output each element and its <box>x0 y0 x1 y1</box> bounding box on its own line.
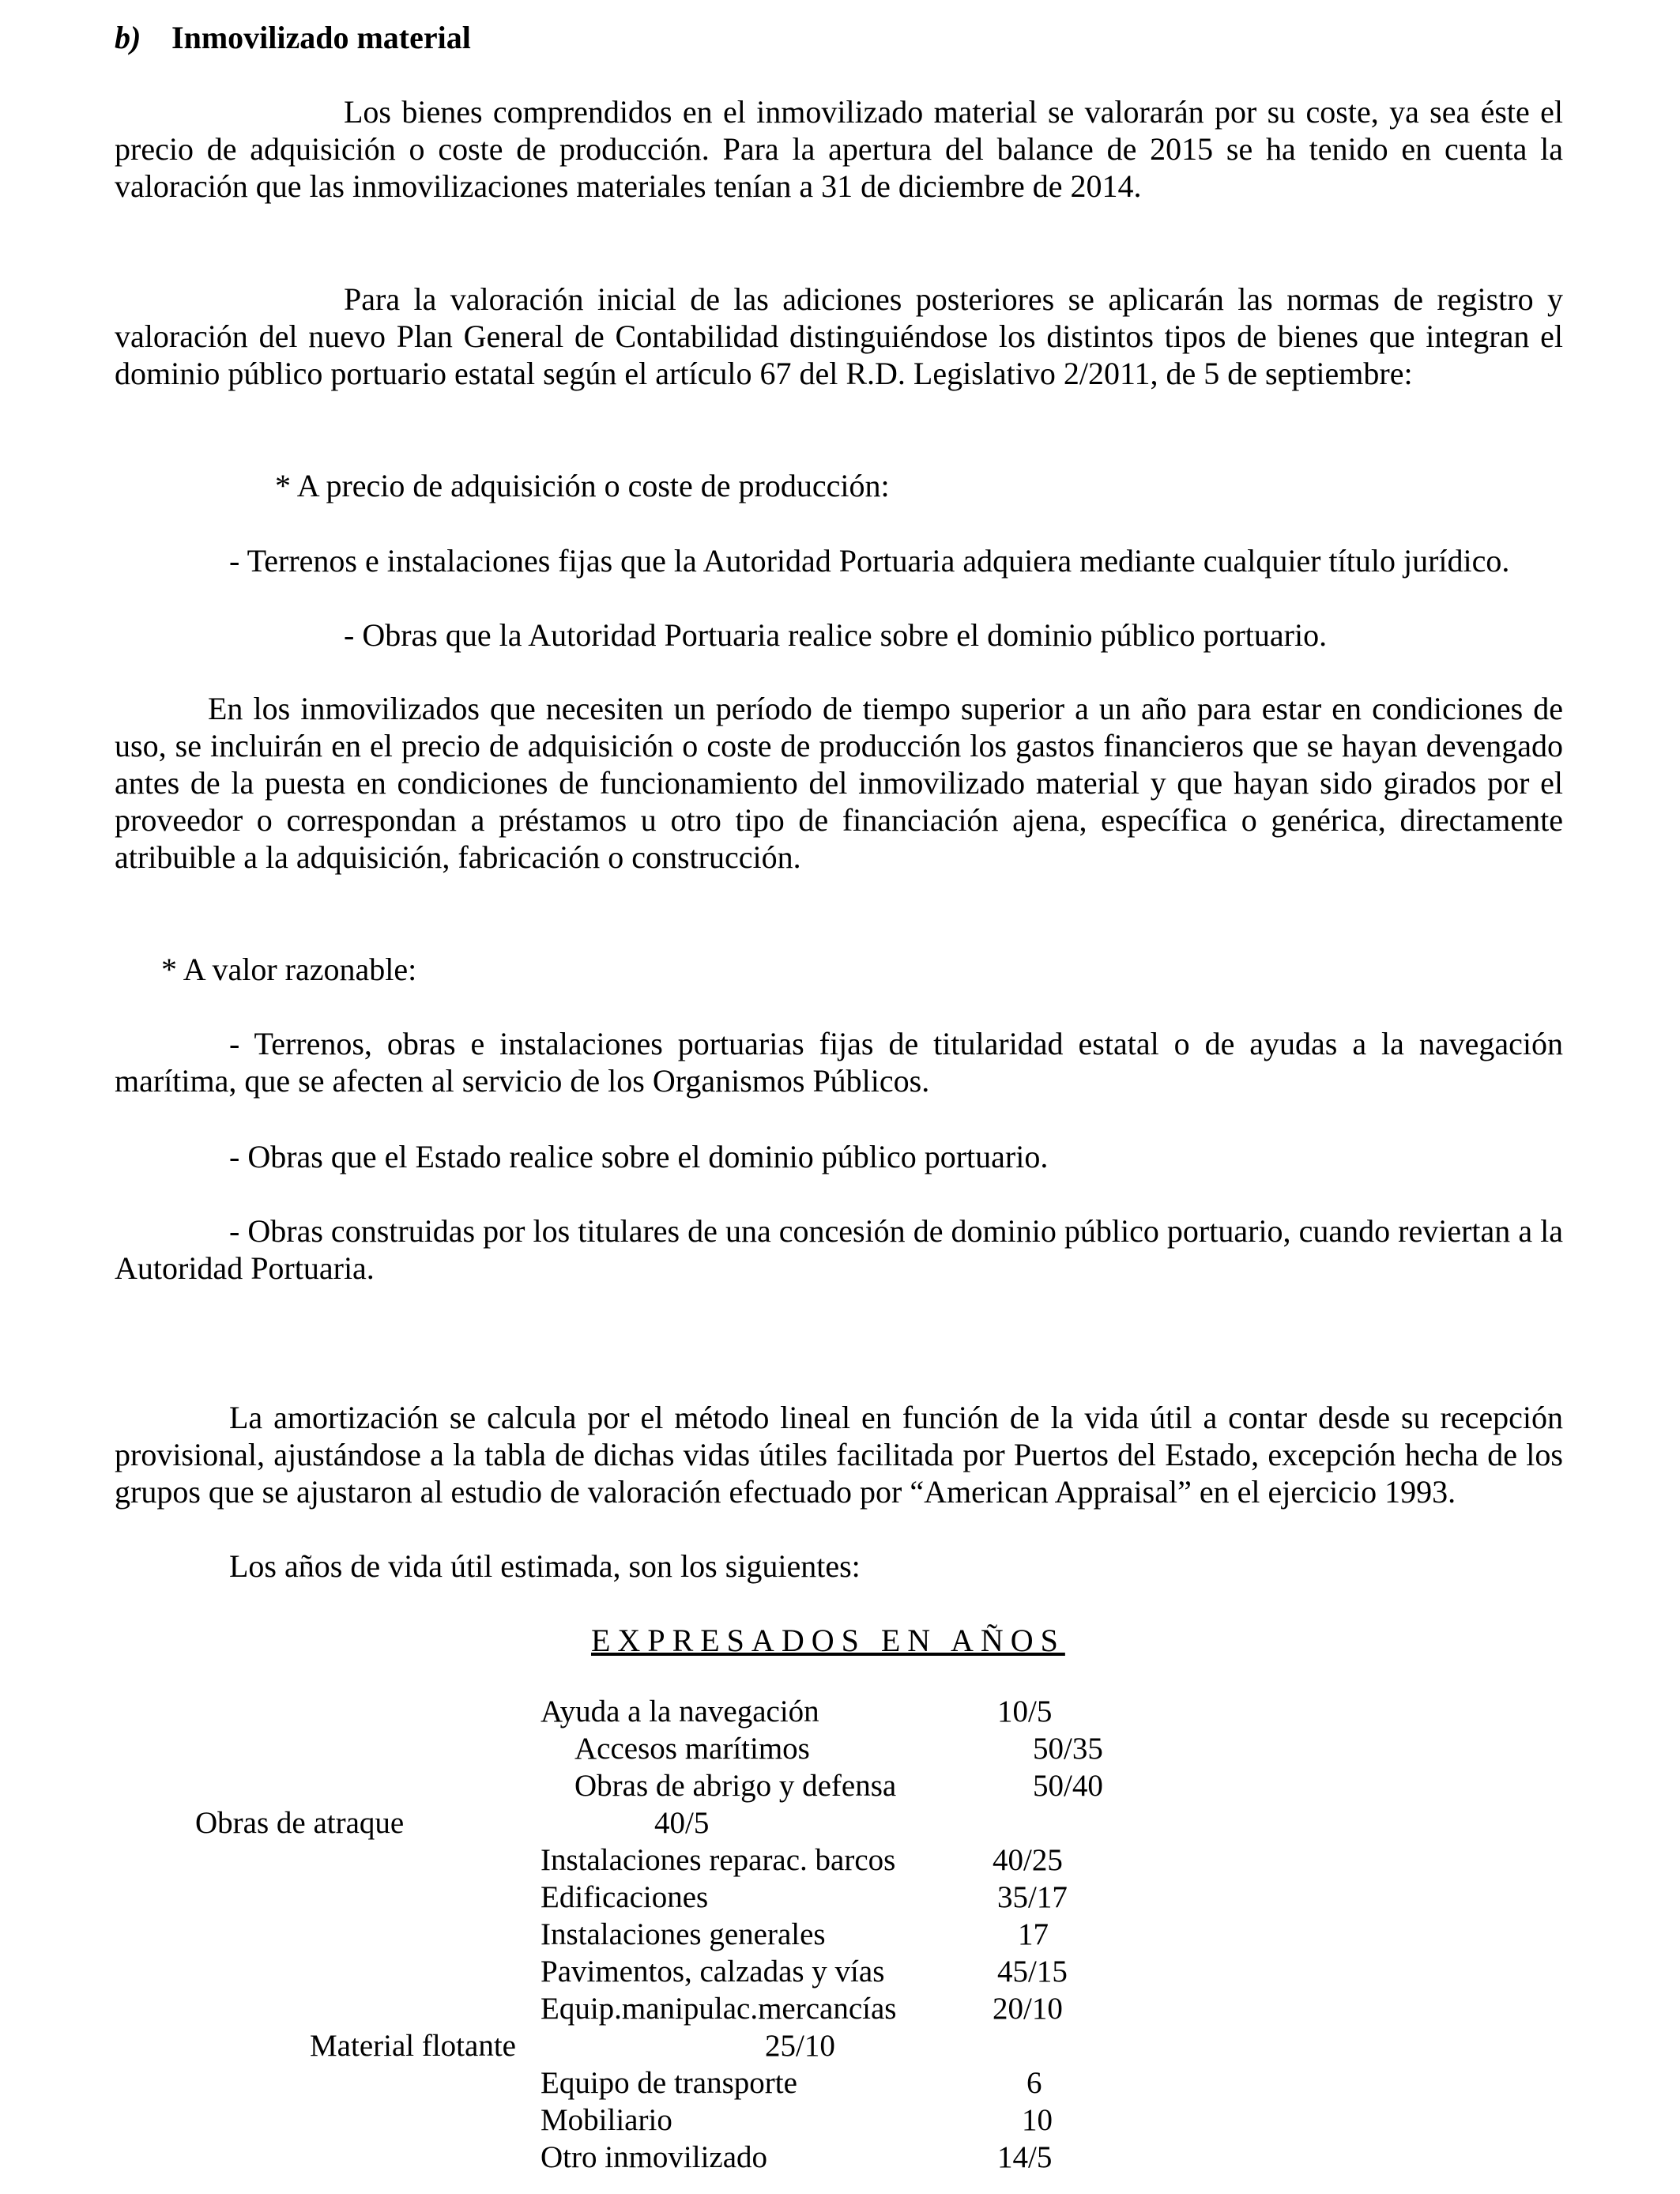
paragraph-initial-valuation: Para la valoración inicial de las adiciones posteriores se aplicarán las normas de registro y valoración del nuevo Plan General de Contabilidad distinguiéndose los distintos tipos de bienes que integran el dominio público portuario estatal según el artículo 67 del R.D. Legislativo 2/2011, de 5 de septiembre: <box>115 281 1563 391</box>
table-row-value: 20/10 <box>993 1992 1063 2026</box>
paragraph-valuation-cost: Los bienes comprendidos en el inmovilizado material se valorarán por su coste, ya sea éste el precio de adquisición o coste de producción. Para la apertura del balance de 2015 se ha tenido en cuenta la valoración que las inmovilizaciones materiales tenían a 31 de diciembre de 2014. <box>115 94 1563 204</box>
table-row-label: Accesos marítimos <box>574 1732 810 1766</box>
table-row-label: Equipo de transporte <box>541 2066 797 2100</box>
table-row-label: Obras de atraque <box>195 1806 405 1840</box>
table-row-label: Instalaciones reparac. barcos <box>541 1843 896 1877</box>
table-row-value: 25/10 <box>765 2029 835 2063</box>
table-row-value: 50/35 <box>1033 1732 1103 1766</box>
table-row-value: 40/25 <box>993 1843 1063 1877</box>
table-row-value: 40/5 <box>654 1806 710 1840</box>
table-row-label: Obras de abrigo y defensa <box>574 1769 897 1803</box>
table-row-value: 14/5 <box>997 2140 1053 2174</box>
table-title: EXPRESADOS EN AÑOS <box>591 1623 1065 1658</box>
list-item-state-works: - Obras que el Estado realice sobre el dominio público portuario. <box>229 1139 1049 1174</box>
list-item-land: - Terrenos e instalaciones fijas que la Autoridad Portuaria adquiera mediante cualquier título jurídico. <box>229 543 1510 579</box>
bullet-acquisition-price: * A precio de adquisición o coste de producción: <box>275 468 890 503</box>
table-row-label: Material flotante <box>310 2029 516 2063</box>
list-item-state-land: - Terrenos, obras e instalaciones portuarias fijas de titularidad estatal o de ayudas a la navegación marítima, que se afecten al servicio de los Organismos Públicos. <box>115 1026 1563 1099</box>
table-row-label: Pavimentos, calzadas y vías <box>541 1955 885 1989</box>
table-row-value: 50/40 <box>1033 1769 1103 1803</box>
bullet-fair-value: * A valor razonable: <box>161 952 417 987</box>
table-row-label: Equip.manipulac.mercancías <box>541 1992 897 2026</box>
section-letter: b) <box>115 20 141 55</box>
table-row-label: Mobiliario <box>541 2103 672 2137</box>
table-row-value: 10/5 <box>997 1695 1053 1728</box>
table-row-value: 17 <box>1018 1917 1049 1951</box>
table-row-value: 10 <box>1022 2103 1053 2137</box>
list-item-works-authority: - Obras que la Autoridad Portuaria realice sobre el dominio público portuario. <box>344 617 1328 653</box>
section-title: Inmovilizado material <box>171 20 471 55</box>
paragraph-amortization: La amortización se calcula por el método lineal en función de la vida útil a contar desde su recepción provisional, ajustándose a la tabla de dichas vidas útiles facilitada por Puertos del Estado, excepción hecha de los grupos que se ajustaron al estudio de valoración efectuado por “American Appraisal” en el ejercicio 1993. <box>115 1400 1563 1510</box>
list-item-concession-works: - Obras construidas por los titulares de una concesión de dominio público portuario, cuando reviertan a la Autoridad Portuaria. <box>115 1213 1563 1286</box>
section-heading <box>115 19 471 56</box>
paragraph-useful-life-intro: Los años de vida útil estimada, son los siguientes: <box>229 1548 861 1584</box>
table-row-value: 35/17 <box>997 1880 1068 1914</box>
paragraph-financial-costs: En los inmovilizados que necesiten un período de tiempo superior a un año para estar en condiciones de uso, se incluirán en el precio de adquisición o coste de producción los gastos financieros que se hayan devengado antes de la puesta en condiciones de funcionamiento del inmovilizado material y que hayan sido girados por el proveedor o correspondan a préstamos u otro tipo de financiación ajena, específica o genérica, directamente atribuible a la adquisición, fabricación o construcción. <box>115 691 1563 875</box>
table-row-label: Edificaciones <box>541 1880 709 1914</box>
table-row-value: 45/15 <box>997 1955 1068 1989</box>
table-row-label: Instalaciones generales <box>541 1917 826 1951</box>
table-row-label: Otro inmovilizado <box>541 2140 768 2174</box>
table-row-value: 6 <box>1026 2066 1042 2100</box>
table-row-label: Ayuda a la navegación <box>541 1695 819 1728</box>
